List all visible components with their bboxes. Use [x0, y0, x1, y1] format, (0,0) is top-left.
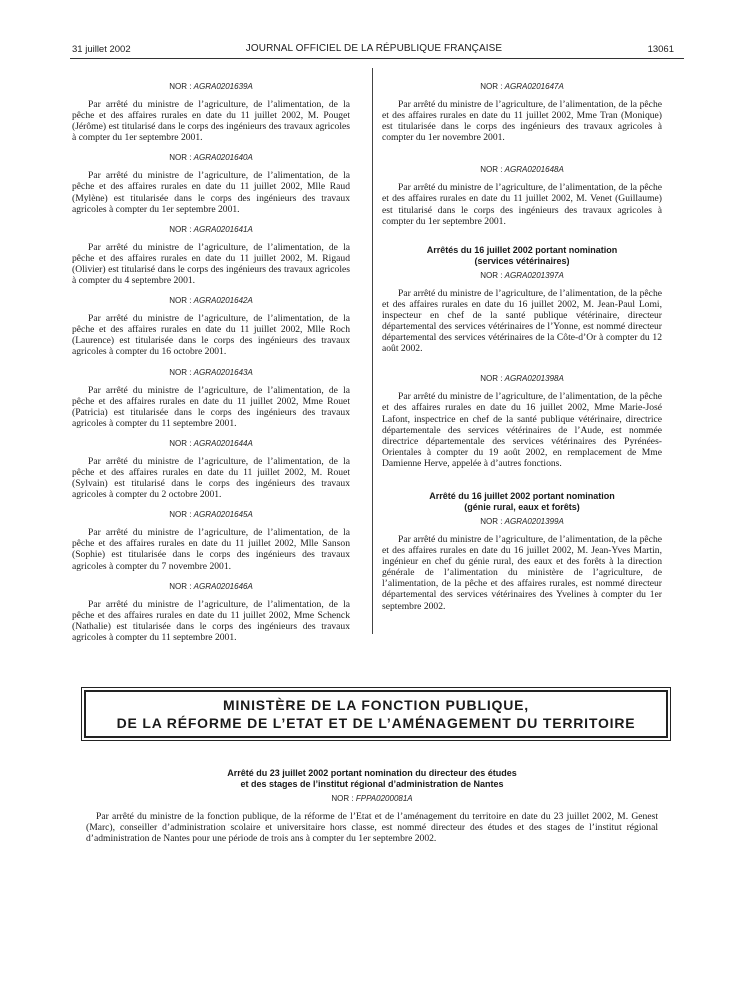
journal-title: JOURNAL OFFICIEL DE LA RÉPUBLIQUE FRANÇAISE	[245, 43, 503, 54]
decree-entry	[72, 153, 350, 214]
decree-entry	[382, 82, 662, 143]
header-date: 31 juillet 2002	[72, 44, 131, 55]
nor-line: NOR : AGRA0201644A	[169, 438, 253, 448]
nor-line: NOR : AGRA0201647A	[480, 82, 564, 91]
decree-text: Par arrêté du ministre de l’agriculture, de l’alimentation, de la pêche et des affaires rurales en date du 16 juillet 2002, M. Jean-Paul Lomi, inspecteur en chef de la santé publique vétérinaire, directeur départemental des services vétérinaires de l’Yonne, est nommé directeur départemental des services vétérinaires de la Côte-d’Or à compter du 12 août 2002.	[382, 287, 662, 355]
section-heading: Arrêté du 16 juillet 2002 portant nomination (génie rural, eaux et forêts)	[429, 490, 615, 512]
nor-line: NOR : AGRA0201645A	[169, 510, 253, 520]
decree-entry	[382, 374, 662, 469]
decree-entry	[382, 517, 662, 612]
nor-line: NOR : AGRA0201399A	[480, 516, 564, 526]
nor-line: NOR : FPPA0200081A	[331, 794, 413, 803]
nor-line: NOR : AGRA0201398A	[480, 374, 564, 384]
decree-text: Par arrêté du ministre de l’agriculture, de l’alimentation, de la pêche et des affaires rurales en date du 11 juillet 2002, M. Rigaud (Olivier) est titularisé dans le corps des ingénieurs des travaux agricoles à compter du 4 septembre 2001.	[72, 241, 350, 287]
decree-entry	[72, 510, 350, 571]
decree-text: Par arrêté du ministre de l’agriculture, de l’alimentation, de la pêche et des affaires rurales en date du 11 juillet 2002, Mme Schenck (Nathalie) est titularisée dans le corps des ingénieurs des travaux agricoles à compter du 11 septembre 2001.	[72, 598, 350, 643]
nor-line: NOR : AGRA0201642A	[169, 296, 253, 306]
decree-heading: Arrêté du 23 juillet 2002 portant nomination du directeur des études et des stages de l’institut régional d’administration de Nantes	[227, 768, 517, 789]
decree-entry	[72, 439, 350, 500]
column-separator	[372, 68, 373, 634]
decree-entry	[382, 165, 662, 226]
decree-text: Par arrêté du ministre de l’agriculture, de l’alimentation, de la pêche et des affaires rurales en date du 11 juillet 2002, Mme Tran (Monique) est titularisée dans le corps des ingénieurs des travaux agricoles à compter du 1er novembre 2001.	[382, 99, 662, 144]
nor-line: NOR : AGRA0201648A	[480, 165, 564, 175]
decree-entry	[72, 582, 350, 643]
decree-text: Par arrêté du ministre de l’agriculture, de l’alimentation, de la pêche et des affaires rurales en date du 11 juillet 2002, Mlle Sanson (Sophie) est titularisée dans le corps des ingénieurs des travaux agricoles à compter du 7 novembre 2001.	[72, 527, 350, 572]
decree-text: Par arrêté du ministre de l’agriculture, de l’alimentation, de la pêche et des affaires rurales en date du 11 juillet 2002, Mlle Raud (Mylène) est titularisée dans le corps des ingénieurs des travaux agricoles à compter du 1er septembre 2001.	[72, 170, 350, 215]
decree-text: Par arrêté du ministre de l’agriculture, de l’alimentation, de la pêche et des affaires rurales en date du 11 juillet 2002, M. Rouet (Sylvain) est titularisé dans le corps des ingénieurs des travaux agricoles à compter du 2 octobre 2001.	[72, 455, 350, 501]
decree-text: Par arrêté du ministre de la fonction publique, de la réforme de l’Etat et de l’aménagement du territoire en date du 23 juillet 2002, M. Genest (Marc), conseiller d’administration scolaire et universitaire hors classe, est nommé directeur des études et des stages de l’institut régional d’administration de Nantes pour une période de trois ans à compter du 1er septembre 2002.	[86, 811, 658, 845]
left-column	[72, 82, 350, 653]
decree-text: Par arrêté du ministre de l’agriculture, de l’alimentation, de la pêche et des affaires rurales en date du 11 juillet 2002, M. Venet (Guillaume) est titularisé dans le corps des ingénieurs des travaux agricoles à compter du 1er septembre 2001.	[382, 182, 662, 227]
nor-line: NOR : AGRA0201397A	[480, 270, 564, 280]
decree-entry	[382, 271, 662, 355]
decree-text: Par arrêté du ministre de l’agriculture, de l’alimentation, de la pêche et des affaires rurales en date du 11 juillet 2002, Mlle Roch (Laurence) est titularisée dans le corps des ingénieurs des travaux agricoles à compter du 16 octobre 2001.	[72, 313, 350, 358]
decree-text: Par arrêté du ministre de l’agriculture, de l’alimentation, de la pêche et des affaires rurales en date du 16 juillet 2002, M. Jean-Yves Martin, ingénieur en chef du génie rural, des eaux et des forêts à la direction générale de l’alimentation du ministère de l’agriculture, de l’alimentation, de la pêche et des affaires rurales, est nommé directeur départemental des services vétérinaires des Yvelines à compter du 1er septembre 2002.	[382, 533, 662, 612]
nor-line: NOR : AGRA0201640A	[169, 153, 253, 163]
section-heading: Arrêtés du 16 juillet 2002 portant nomination (services vétérinaires)	[426, 244, 618, 266]
nor-line: NOR : AGRA0201643A	[169, 367, 253, 377]
bottom-decree	[86, 768, 658, 854]
ministry-line-1: MINISTÈRE DE LA FONCTION PUBLIQUE,	[223, 697, 529, 713]
nor-line: NOR : AGRA0201639A	[169, 82, 253, 91]
decree-entry	[72, 368, 350, 429]
nor-line: NOR : AGRA0201641A	[169, 224, 253, 234]
page-number: 13061	[647, 44, 674, 55]
decree-text: Par arrêté du ministre de l’agriculture, de l’alimentation, de la pêche et des affaires rurales en date du 16 juillet 2002, Mme Marie-José Lafont, inspectrice en chef de la santé publique vétérinaire, directrice départementale des services vétérinaires de l’Aude, est nommée directrice départementale des services vétérinaires des Pyrénées-Orientales à compter du 19 août 2002, en remplacement de Mme Damienne Herve, appelée à d’autres fonctions.	[382, 391, 662, 469]
ministry-line-2: DE LA RÉFORME DE L’ETAT ET DE L’AMÉNAGEMENT DU TERRITOIRE	[116, 715, 636, 731]
nor-line: NOR : AGRA0201646A	[169, 581, 253, 591]
decree-entry	[72, 82, 350, 143]
header-rule	[70, 58, 684, 59]
ministry-banner	[84, 690, 668, 738]
decree-entry	[72, 225, 350, 286]
decree-entry	[72, 296, 350, 357]
decree-text: Par arrêté du ministre de l’agriculture, de l’alimentation, de la pêche et des affaires rurales en date du 11 juillet 2002, Mme Rouet (Patricia) est titularisée dans le corps des ingénieurs des travaux agricoles à compter du 11 septembre 2001.	[72, 384, 350, 429]
right-column	[382, 82, 662, 622]
decree-text: Par arrêté du ministre de l’agriculture, de l’alimentation, de la pêche et des affaires rurales en date du 11 juillet 2002, M. Pouget (Jérôme) est titularisé dans le corps des ingénieurs des travaux agricoles à compter du 1er septembre 2001.	[72, 99, 350, 144]
